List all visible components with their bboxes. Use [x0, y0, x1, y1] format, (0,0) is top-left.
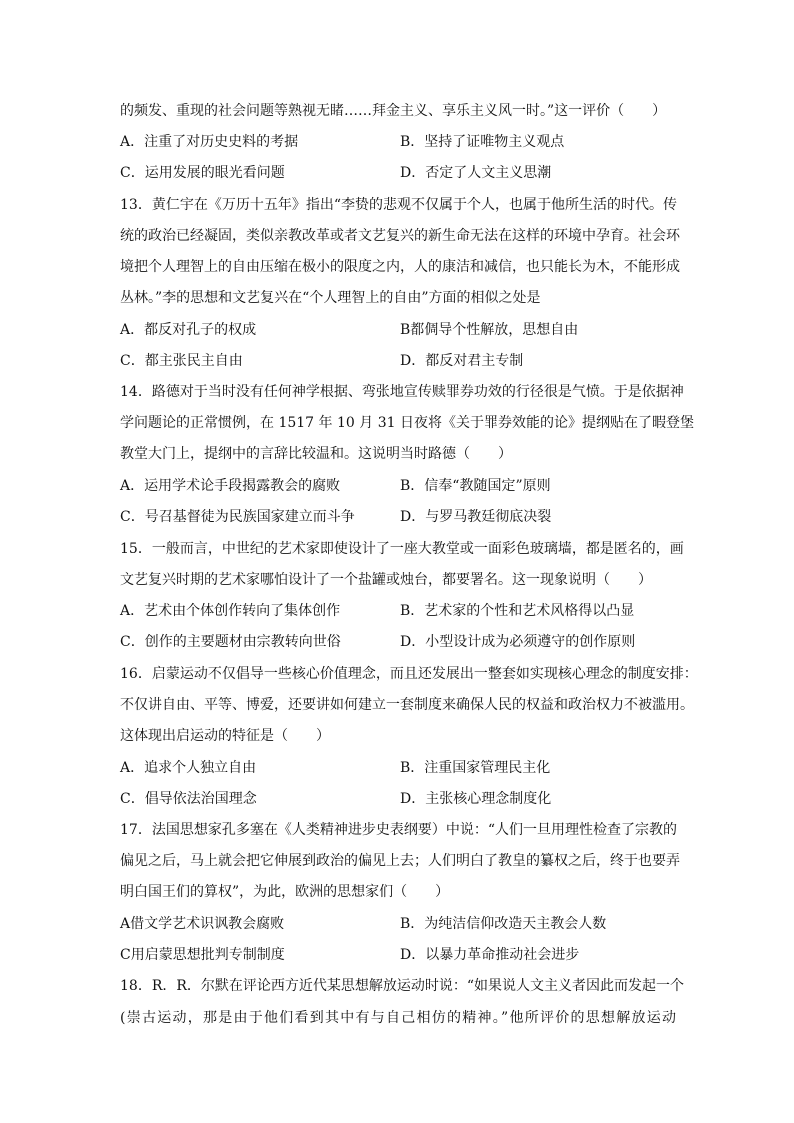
q18-text-line-2: (崇古运动，那是由于他们看到其中有与自己相仿的精神。”他所评价的思想解放运动 [120, 1010, 676, 1026]
q15-option-b: B．艺术家的个性和艺术风格得以凸显 [400, 603, 635, 619]
q15-option-d: D．小型设计成为必须遵守的创作原则 [400, 634, 636, 650]
q13-text-line-4: 丛林。”李的思想和文艺复兴在“个人理智上的自由”方面的相似之处是 [120, 290, 541, 306]
q18-text-line-1: 18．R．R．尔默在评论西方近代某思想解放运动时说：“如果说人文主义者因此而发起一个 [120, 978, 685, 994]
q17-option-b: B．为纯洁信仰改造天主教会人数 [400, 916, 607, 932]
q13-text-line-3: 境把个人理智上的自由压缩在极小的限度之内，人的康洁和减信，也只能长为木，不能形成 [120, 259, 680, 275]
q13-option-d: D．都反对君主专制 [400, 353, 524, 369]
q14-text-line-2: 学问题论的正常惯例，在 1517 年 10 月 31 日夜将《关于罪券效能的论》提纲贴在了暇登堡 [120, 415, 694, 431]
q16-text-line-3: 这体现出启运动的特征是（ ） [120, 728, 330, 744]
q14-option-d: D．与罗马教廷彻底决裂 [400, 509, 552, 525]
q17-option-a: A借文学艺术识讽教会腐败 [120, 916, 285, 932]
q16-text-line-1: 16．启蒙运动不仅倡导一些核心价值理念，而且还发展出一整套如实现核心理念的制度安排： [120, 666, 698, 682]
q14-text-line-3: 教堂大门上，提纲中的言辞比较温和。这说明当时路德（ ） [120, 446, 512, 462]
q17-option-d: D．以暴力革命推动社会进步 [400, 947, 580, 963]
q13-option-c: C．都主张民主自由 [120, 353, 243, 369]
q15-text-line-2: 文艺复兴时期的艺术家哪怕设计了一个盐罐或烛台，都要署名。这一现象说明（ ） [120, 572, 652, 588]
q14-option-a: A．运用学术论手段揭露教会的腐败 [120, 478, 341, 494]
q12-option-b: B．坚持了证唯物主义观点 [400, 134, 565, 150]
q13-text-line-2: 统的政治已经凝固，类似亲教改革或者文艺复兴的新生命无法在这样的环境中孕育。社会环 [120, 228, 680, 244]
q15-text-line-1: 15．一般而言，中世纪的艺术家即使设计了一座大教堂或一面彩色玻璃墙，都是匿名的，画 [120, 541, 684, 557]
q15-option-a: A．艺术由个体创作转向了集体创作 [120, 603, 341, 619]
q16-option-d: D．主张核心理念制度化 [400, 791, 552, 807]
q12-option-d: D．否定了人文主义思潮 [400, 165, 552, 181]
q16-option-c: C．倡导依法治国理念 [120, 791, 257, 807]
q12-option-c: C．运用发展的眼光看问题 [120, 165, 285, 181]
q17-text-line-2: 偏见之后，马上就会把它伸展到政治的偏见上去；人们明白了教皇的纂权之后，终于也要弄 [120, 853, 680, 869]
q15-option-c: C．创作的主要题材由宗教转向世俗 [120, 634, 341, 650]
q13-option-b: B都倜导个性解放，思想自由 [400, 322, 579, 338]
q12-text-line-1: 的频发、重现的社会问题等熟视无睹……拜金主义、享乐主义风一时。”这一评价（ ） [120, 103, 667, 119]
q14-text-line-1: 14．路德对于当时没有任何神学根据、弯张地宣传赎罪券功效的行径很是气愤。于是依据神 [120, 384, 684, 400]
q16-text-line-2: 不仅讲自由、平等、博爱，还要讲如何建立一套制度来确保人民的权益和政治权力不被滥用。 [120, 697, 694, 713]
q13-text-line-1: 13．黄仁宇在《万历十五年》指出“李贽的悲观不仅属于个人，也属于他所生活的时代。传 [120, 197, 677, 213]
q17-text-line-1: 17．法国思想家孔多塞在《人类精神进步史表纲要）中说：“人们一旦用理性检查了宗教的 [120, 822, 677, 838]
q17-option-c: C用启蒙思想批判专制制度 [120, 947, 285, 963]
q14-option-b: B．信奉“教随国定”原则 [400, 478, 551, 494]
q17-text-line-3: 明白国王们的算权”，为此，欧洲的思想家们（ ） [120, 884, 450, 900]
q12-option-a: A．注重了对历史史料的考据 [120, 134, 299, 150]
q14-option-c: C．号召基督徒为民族国家建立而斗争 [120, 509, 355, 525]
q13-option-a: A．都反对孔子的权成 [120, 322, 257, 338]
q16-option-b: B．注重国家管理民主化 [400, 760, 551, 776]
q16-option-a: A．追求个人独立自由 [120, 760, 257, 776]
